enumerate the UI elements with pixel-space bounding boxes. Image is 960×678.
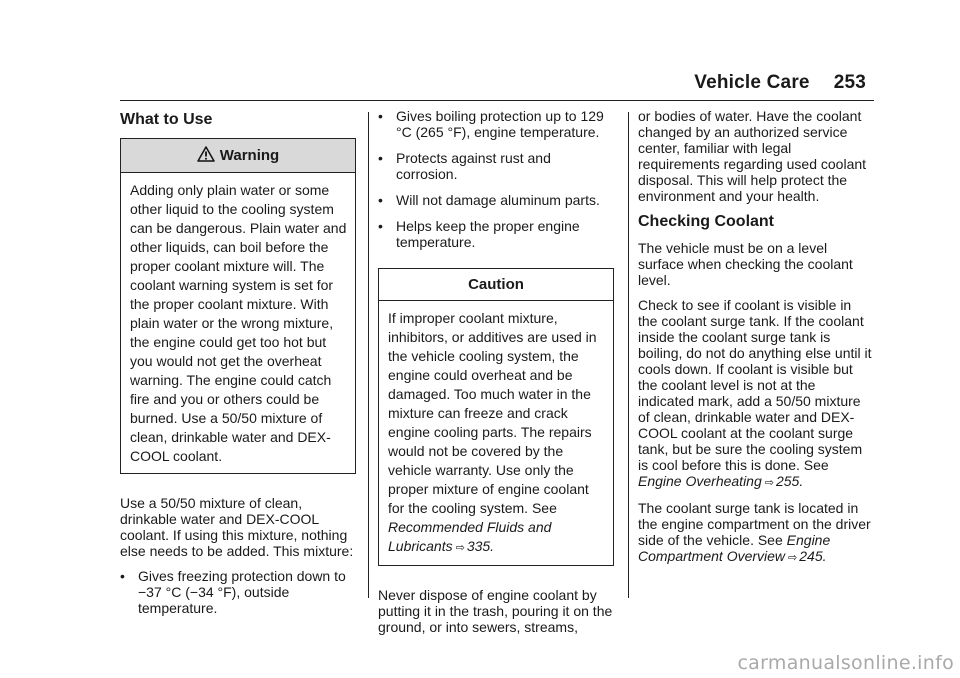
header-rule <box>120 100 874 101</box>
page-reference[interactable]: 245 <box>799 548 823 564</box>
bullet-mark: • <box>378 108 383 124</box>
page-reference[interactable]: 255 <box>775 473 800 489</box>
column-3 <box>638 108 874 575</box>
list-item <box>120 568 356 616</box>
column-1 <box>120 108 356 626</box>
list-item-text: Gives boiling protection up to 129 °C (265 °F), engine temperature. <box>396 108 604 140</box>
list-item <box>378 218 614 250</box>
list-item-text: Helps keep the proper engine temperature. <box>396 218 580 250</box>
page-arrow-icon: ⇨ <box>455 542 465 554</box>
bullet-mark: • <box>378 150 383 166</box>
list-item <box>378 150 614 182</box>
section-heading-what-to-use: What to Use <box>120 111 213 128</box>
list-item <box>378 108 614 140</box>
caution-box <box>378 268 614 566</box>
warning-body: Adding only plain water or some other liquid to the cooling system can be dangerous. Plain water and other liquids, can boil before the proper coolant mixture will. The coolant warning system is set for the proper coolant mixture. With plain water or the wrong mixture, the engine could get too hot but you would not get the overheat warning. The engine could catch fire and you or others could be burned. Use a 50/50 mixture of clean, drinkable water and DEX-COOL coolant. <box>130 182 347 464</box>
caution-body: If improper coolant mixture, inhibitors, or additives are used in the vehicle cooling system, the engine could overheat and be damaged. Too much water in the mixture can freeze and crack engine cooling parts. The repairs would not be covered by the vehicle warranty. Use only the proper mixture of engine coolant for the cooling system. See Recommended Fluids and Lubricants ⇨ 335. <box>388 310 597 554</box>
section-title: Vehicle Care <box>694 72 810 93</box>
cross-reference-link[interactable]: Engine Overheating <box>638 473 762 489</box>
paragraph: The vehicle must be on a level surface when checking the coolant level. <box>638 240 853 288</box>
warning-box <box>120 138 356 474</box>
paragraph: or bodies of water. Have the coolant changed by an authorized service center, familiar with legal requirements regarding used coolant disposal. This will help protect the environment and your health. <box>638 108 867 204</box>
paragraph: Never dispose of engine coolant by putting it in the trash, pouring it on the ground, or into sewers, streams, <box>378 587 613 635</box>
paragraph: Check to see if coolant is visible in the coolant surge tank. If the coolant inside the coolant surge tank is boiling, do not do anything else until it cools down. If coolant is visible but the coolant level is not at the indicated mark, add a 50/50 mixture of clean, drinkable water and DEX-COOL coolant at the coolant surge tank, but be sure the cooling system is cool before this is done. See Engine Overheating ⇨ 255. <box>638 297 872 489</box>
warning-title: Warning <box>219 147 280 164</box>
page-arrow-icon: ⇨ <box>764 477 774 489</box>
cross-reference-link[interactable]: Engine Compartment Overview <box>638 532 831 564</box>
bullet-mark: • <box>120 568 125 584</box>
bullet-mark: • <box>378 218 383 234</box>
page-reference[interactable]: 335 <box>466 538 491 554</box>
paragraph: The coolant surge tank is located in the engine compartment on the driver side of the vehicle. See Engine Compartment Overview ⇨ 245. <box>638 500 871 564</box>
column-divider <box>628 112 629 598</box>
watermark: carmanualsonline.info <box>737 652 954 674</box>
cross-reference-link[interactable]: Recommended Fluids and Lubricants <box>388 519 552 554</box>
caution-text: If improper coolant mixture, inhibitors, or additives are used in the vehicle cooling system, the engine could overheat and be damaged. Too much water in the mixture can freeze and crack engine cooling parts. The repairs would not be covered by the vehicle warranty. Use only the proper mixture of engine coolant for the cooling system. See <box>388 310 597 516</box>
list-item-text: Gives freezing protection down to −37 °C (−34 °F), outside temperature. <box>138 568 346 616</box>
warning-header <box>121 139 355 173</box>
paragraph-text: The coolant surge tank is located in the engine compartment on the driver side of the vehicle. See <box>638 500 871 548</box>
page-number: 253 <box>833 72 866 93</box>
paragraph-text: Check to see if coolant is visible in the coolant surge tank. If the coolant inside the coolant surge tank is boiling, do not do anything else until it cools down. If coolant is visible but the coolant level is not at the indicated mark, add a 50/50 mixture of clean, drinkable water and DEX-COOL coolant at the coolant surge tank, but be sure the cooling system is cool before this is done. See <box>638 297 872 473</box>
column-2 <box>378 108 614 644</box>
column-divider <box>368 112 369 598</box>
page-header <box>694 72 866 94</box>
caution-header: Caution <box>379 269 613 301</box>
list-item-text: Protects against rust and corrosion. <box>396 150 551 182</box>
warning-triangle-icon <box>197 146 215 162</box>
bullet-mark: • <box>378 192 383 208</box>
paragraph: Use a 50/50 mixture of clean, drinkable water and DEX-COOL coolant. If using this mixture, nothing else needs to be added. This mixture: <box>120 495 354 559</box>
page-arrow-icon: ⇨ <box>788 552 798 564</box>
section-heading-checking-coolant: Checking Coolant <box>638 213 775 230</box>
list-item <box>378 192 614 208</box>
list-item-text: Will not damage aluminum parts. <box>396 192 600 208</box>
